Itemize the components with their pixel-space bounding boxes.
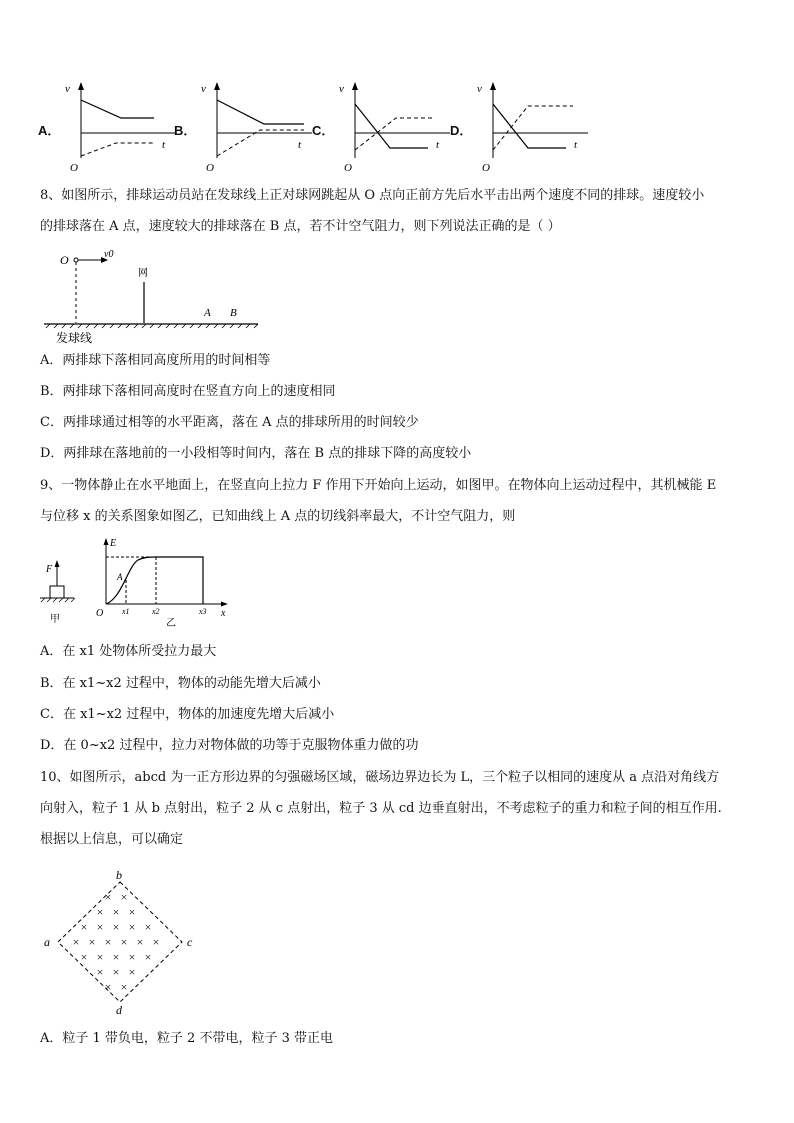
svg-text:×: × [136,935,144,949]
axis-v-label: v [477,83,482,95]
q8-option-d[interactable]: D．两排球在落地前的一小段相等时间内，落在 B 点的排球下降的高度较小 [40,446,472,461]
q8-volleyball-figure [40,248,270,348]
svg-text:×: × [120,890,128,904]
q9-energy-figure [38,536,238,631]
axis-t-label: t [436,139,440,151]
option-label: B． [174,123,197,138]
option-label: D． [450,123,473,138]
fig-jia-label: 甲 [50,614,60,625]
svg-text:×: × [112,965,120,979]
vt-graph-a [56,78,186,178]
svg-text:×: × [120,980,128,994]
q7-option-a[interactable] [38,78,168,178]
svg-text:×: × [104,980,112,994]
axis-t-label: t [298,139,302,151]
q9-option-a[interactable]: A．在 x1 处物体所受拉力最大 [40,644,217,659]
svg-text:×: × [144,950,152,964]
origin-label: O [344,162,352,174]
q9-option-d[interactable]: D．在 0~x2 过程中，拉力对物体做的功等于克服物体重力做的功 [40,738,419,753]
svg-text:×: × [80,920,88,934]
x1-label: x1 [122,607,130,616]
vertex-c-label: c [187,935,193,949]
svg-text:×: × [120,935,128,949]
q7-option-c[interactable] [312,78,442,178]
q7-option-d[interactable] [450,78,580,178]
q9-stem-line2: 与位移 x 的关系图象如图乙，已知曲线上 A 点的切线斜率最大，不计空气阻力，则 [40,509,516,524]
vt-graph-d [468,78,598,178]
force-label: F [46,564,53,575]
axis-t-label: t [574,139,578,151]
q8-stem-line1: 8、如图所示，排球运动员站在发球线上正对球网跳起从 O 点向正前方先后水平击出两个速度不同的排球。速度较小 [40,188,705,203]
q10-stem-line3: 根据以上信息，可以确定 [40,832,184,847]
q10-stem-line1: 10、如图所示，abcd 为一正方形边界的匀强磁场区域，磁场边界边长为 L，三个粒子以相同的速度从 a 点沿对角线方 [40,770,720,785]
svg-text:×: × [152,935,160,949]
svg-text:×: × [104,935,112,949]
net-label: 网 [138,268,148,279]
svg-text:×: × [128,965,136,979]
svg-text:×: × [112,905,120,919]
axis-t-label: t [162,139,166,151]
q10-stem-line2: 向射入，粒子 1 从 b 点射出，粒子 2 从 c 点射出，粒子 3 从 cd 边垂直射出，不考虑粒子的重力和粒子间的相互作用. [40,801,722,816]
option-label: A． [38,123,61,138]
origin-label: O [96,608,104,619]
svg-text:×: × [96,920,104,934]
q7-options [38,78,598,178]
vt-graph-b [192,78,322,178]
option-label: C． [312,123,335,138]
svg-text:×: × [112,950,120,964]
q7-option-b[interactable] [174,78,304,178]
axis-v-label: v [201,83,206,95]
point-a-label: A [117,572,123,582]
svg-text:×: × [128,905,136,919]
v0-label: v0 [104,249,114,260]
svg-text:×: × [144,920,152,934]
point-b-label: B [230,307,237,319]
origin-label: O [206,162,214,174]
svg-text:×: × [96,905,104,919]
point-a-label: A [204,307,211,319]
svg-text:×: × [96,950,104,964]
svg-text:×: × [80,950,88,964]
q8-option-c[interactable]: C．两排球通过相等的水平距离，落在 A 点的排球所用的时间较少 [40,415,419,430]
q8-option-a[interactable]: A．两排球下落相同高度所用的时间相等 [40,353,271,368]
origin-label: O [70,162,78,174]
q9-option-c[interactable]: C．在 x1~x2 过程中，物体的加速度先增大后减小 [40,707,335,722]
svg-text:×: × [112,920,120,934]
vertex-b-label: b [116,868,122,882]
svg-text:×: × [72,935,80,949]
serve-line-label: 发球线 [56,331,93,345]
origin-label: O [482,162,490,174]
q9-stem-line1: 9、一物体静止在水平地面上，在竖直向上拉力 F 作用下开始向上运动，如图甲。在物体向上运动过程中，其机械能 E [40,478,717,493]
x2-label: x2 [152,607,160,616]
axis-v-label: v [339,83,344,95]
svg-text:×: × [104,890,112,904]
x3-label: x3 [199,607,207,616]
svg-text:×: × [96,965,104,979]
vt-graph-c [330,78,460,178]
axis-v-label: v [65,83,70,95]
svg-text:×: × [128,950,136,964]
axis-x-label: x [221,608,226,619]
q10-option-a[interactable]: A．粒子 1 带负电，粒子 2 不带电，粒子 3 带正电 [40,1031,333,1046]
q8-stem-line2: 的排球落在 A 点，速度较大的排球落在 B 点，若不计空气阻力，则下列说法正确的是（ ） [40,219,561,234]
q8-option-b[interactable]: B．两排球下落相同高度时在竖直方向上的速度相同 [40,384,336,399]
axis-e-label: E [110,538,117,549]
q10-magnetic-field-figure [40,866,200,1016]
vertex-a-label: a [44,935,50,949]
svg-text:×: × [128,920,136,934]
fig-yi-label: 乙 [166,618,176,629]
q9-option-b[interactable]: B．在 x1~x2 过程中，物体的动能先增大后减小 [40,676,321,691]
vertex-d-label: d [116,1003,122,1016]
svg-text:×: × [88,935,96,949]
origin-o-label: O [60,253,69,267]
